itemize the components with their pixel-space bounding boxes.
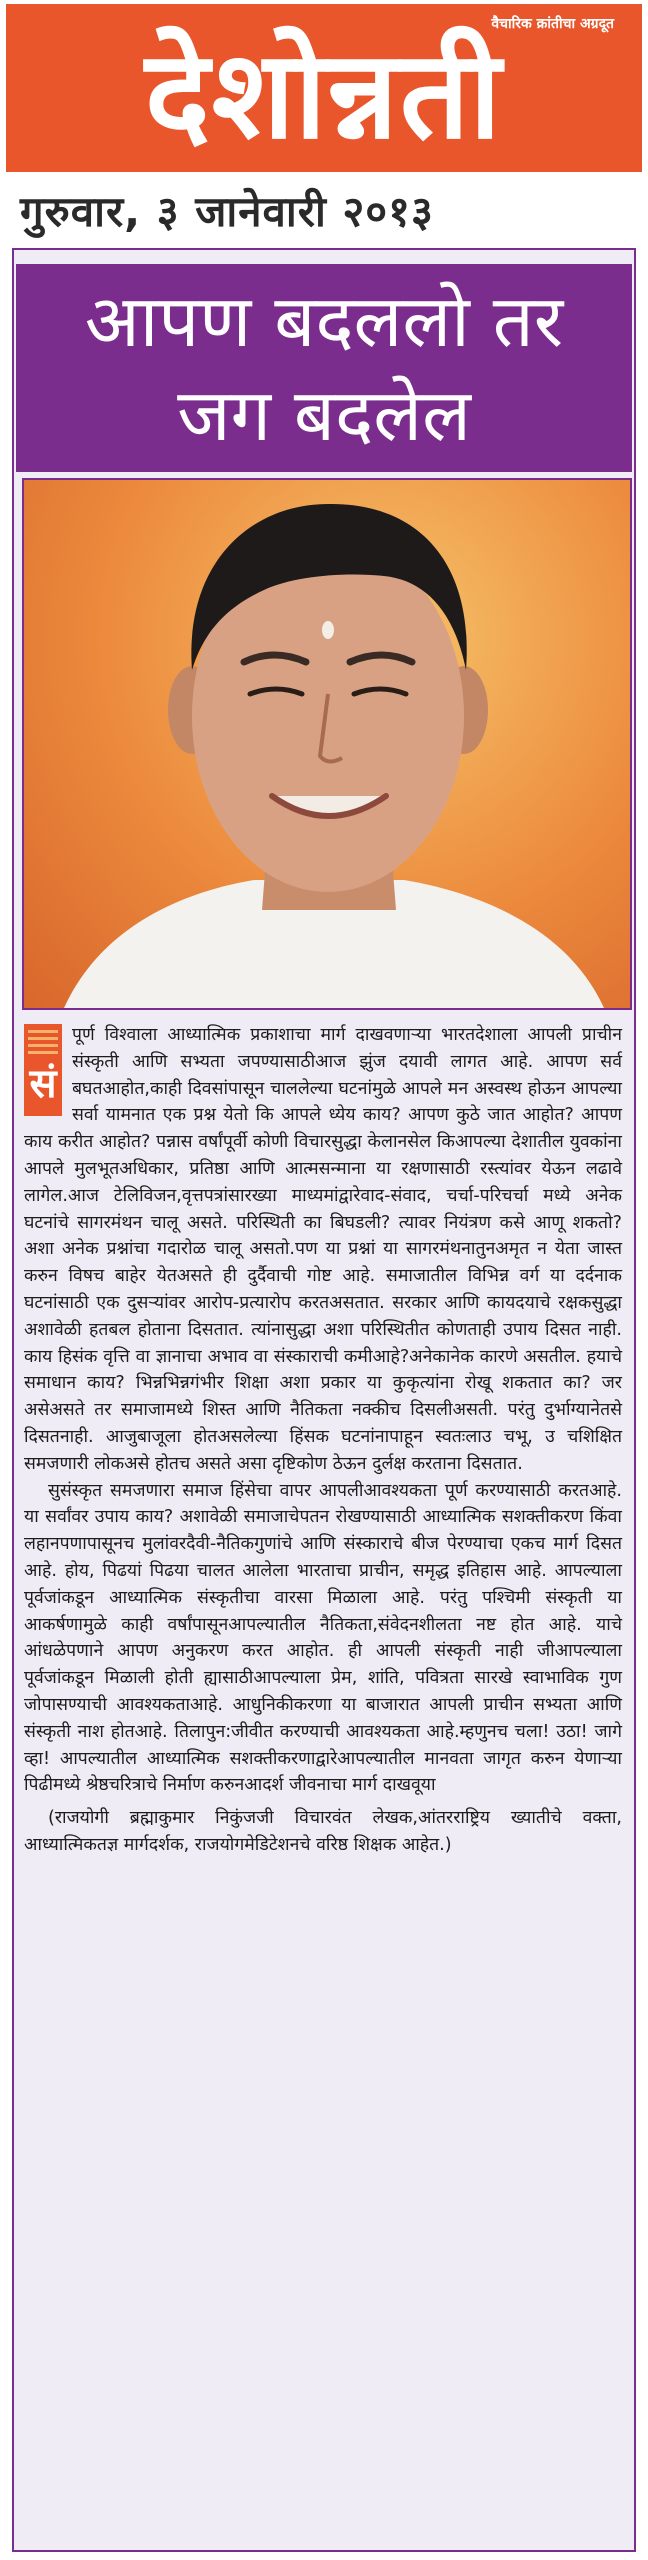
headline-line-1: आपण बदललो तर	[84, 279, 564, 363]
dropcap	[24, 1024, 62, 1116]
dropcap-stripes	[28, 1030, 58, 1056]
dateline: गुरुवार, ३ जानेवारी २०१३	[20, 187, 434, 236]
headline	[16, 274, 632, 462]
headline-band	[16, 264, 632, 472]
tagline: वैचारिक क्रांतीचा अग्रदूत	[491, 16, 614, 32]
newspaper-logo: देशोन्नती	[144, 24, 504, 166]
masthead	[0, 0, 648, 236]
brand-band	[6, 4, 642, 172]
dropcap-letter: सं	[29, 1061, 57, 1107]
paragraph-1-text: पूर्ण विश्वाला आध्यात्मिक प्रकाशाचा मार्ग दाखवणाऱ्या भारतदेशाला आपली प्राचीन संस्कृती आणि सभ्यता जपण्यासाठीआज झुंज दयावी लागत आहे. आपण सर्व बघतआहोत,काही दिवसांपासून चाललेल्या घटनांमुळे आपले मन अस्वस्थ होऊन आपल्या सर्वा यामनात एक प्रश्न येतो कि आपले ध्येय काय? आपण कुठे जात आहोत? आपण काय करीत आहोत? पन्नास वर्षांपूर्वी कोणी विचारसुद्धा केलानसेल किआपल्या देशातील युवकांना आपले मुलभूतअधिकार, प्रतिष्ठा आणि आत्मसन्माना या रक्षणासाठी रस्त्यांवर येऊन लढावे लागेल.आज टेलिविजन,वृत्तपत्रांसारख्या माध्यमांद्वारेवाद-संवाद, चर्चा-परिचर्चा मध्ये अनेक घटनांचे सागरमंथन चालू असते. परिस्थिती का बिघडली? त्यावर नियंत्रण कसे आणू शकतो? अशा अनेक प्रश्नांचा गदारोळ चालू असतो.पण या प्रश्नां या सागरमंथनातुनअमृत न येता जास्त करुन विषच बाहेर येतअसते ही दुर्दैवाची गोष्ट आहे. समाजातील विभिन्न वर्ग या दर्दनाक घटनांसाठी एक दुसऱ्यांवर आरोप-प्रत्यारोप करतअसतात. सरकार आणि कायदयाचे रक्षकसुद्धा अशावेळी हतबल होताना दिसतात. त्यांनासुद्धा अशा परिस्थितीत कोणताही उपाय दिसत नाही. काय हिसंक वृत्ति वा ज्ञानाचा अभाव वा संस्काराची कमीआहे?अनेकानेक कारणे असतील. हयाचे समाधान काय? भिन्नभिन्नगंभीर शिक्षा अशा प्रकार या कुकृत्यांना रोखू शकतात का? जर असेअसते तर समाजामध्ये शिस्त आणि नैतिकता नक्कीच दिसलीअसती. परंतु दुर्भाग्यानेतसे दिसतनाही. आजुबाजूला होतअसलेल्या हिंसक घटनांनापाहून स्वतःलाउ चभू, उ चशिक्षित समजणारी लोकअसे होतच असते असा दृष्टिकोण ठेऊन दुर्लक्ष करताना दिसतात.	[24, 1025, 622, 1474]
paragraph-2: सुसंस्कृत समजणारा समाज हिंसेचा वापर आपलीआवश्यकता पूर्ण करण्यासाठी करतआहे. या सर्वांवर उपाय काय? अशावेळी समाजाचेपतन रोखण्यासाठी आध्यात्मिक सशक्तीकरण किंवा लहानपणापासूनच मुलांवरदैवी-नैतिकगुणांचे आणि संस्काराचे बीज पेरण्याचा एकच मार्ग दिसत आहे. होय, पिढयां पिढया चालत आलेला भारताचा प्राचीन, समृद्ध इतिहास आहे. आपल्याला पूर्वजांकडून आध्यात्मिक संस्कृतीचा वारसा मिळाला आहे. परंतु पश्चिमी संस्कृती या आकर्षणामुळे काही वर्षांपासूनआपल्यातील नैतिकता,संवेदनशीलता नष्ट होत आहे. याचे आंधळेपणाने आपण अनुकरण करत आहोत. ही आपली संस्कृती नाही जीआपल्याला पूर्वजांकडून मिळाली होती ह्यासाठीआपल्याला प्रेम, शांति, पवित्रता सारखे स्वाभाविक गुण जोपासण्याची आवश्यकताआहे. आधुनिकीकरणा या बाजारात आपली प्राचीन सभ्यता आणि संस्कृती नाश होतआहे. तिलापुन:जीवीत करण्याची आवश्यकता आहे.म्हणुनच चला! उठा! जागे व्हा! आपल्यातील आध्यात्मिक सशक्तीकरणाद्वारेआपल्यातील मानवता जागृत करुन येणाऱ्या पिढीमध्ये श्रेष्ठचरित्राचे निर्माण करुनआदर्श जीवनाचा मार्ग दाखवूया	[24, 1480, 622, 1796]
author-byline: (राजयोगी ब्रह्माकुमार निकुंजजी विचारवंत लेखक,आंतरराष्ट्रिय ख्यातीचे वक्ता, आध्यात्मिकतज्ञ मार्गदर्शक, राजयोगमेडिटेशनचे वरिष्ठ शिक्षक आहेत.)	[24, 1808, 622, 1855]
paragraph-1	[24, 1022, 622, 1478]
author-photo	[22, 478, 632, 1010]
article-body	[24, 1022, 622, 1859]
headline-line-2: जग बदलेल	[177, 373, 471, 457]
tilak-mark	[322, 621, 334, 639]
portrait-illustration	[24, 480, 630, 1008]
